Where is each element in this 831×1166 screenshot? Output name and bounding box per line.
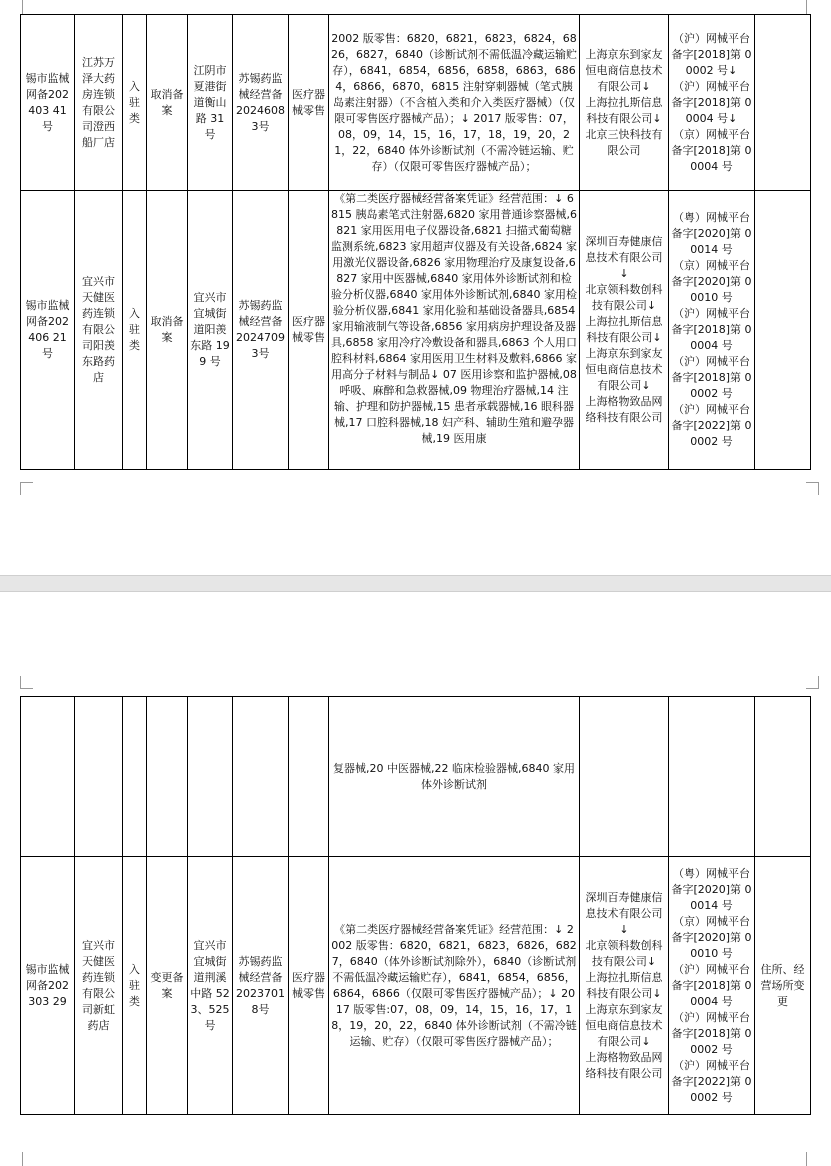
crop-mark: [10, 0, 23, 14]
platform-cert: （沪）网械平台备字[2018]第 00004 号↓: [671, 79, 752, 125]
company-address: 宜兴市宜城街道荆溪中路 523、525 号: [188, 857, 233, 1115]
record-type: 入驻类: [123, 191, 147, 470]
platform-cert: （沪）网械平台备字[2018]第 00002 号: [671, 355, 752, 400]
business-scope: [329, 191, 580, 470]
platform-name: 上海京东到家友恒电商信息技术有限公司↓: [585, 47, 663, 93]
empty-cell: [755, 697, 811, 857]
empty-cell: [289, 697, 329, 857]
platform-cert-list: [669, 857, 755, 1115]
records-table-page-2: [20, 696, 811, 1115]
business-category: 医疗器械零售: [289, 191, 329, 470]
empty-cell: [21, 697, 75, 857]
license-number: 苏锡药监械经营备 2024608 3号: [233, 15, 289, 191]
document-page-1: [0, 0, 831, 575]
platform-cert-list: [669, 191, 755, 470]
platform-cert: （沪）网械平台备字[2018]第 00002 号↓: [671, 31, 752, 77]
platform-name: 上海拉扎斯信息科技有限公司↓: [585, 95, 663, 125]
company-address: 江阴市夏港街道衡山路 31 号: [188, 15, 233, 191]
platform-cert: （沪）网械平台备字[2022]第 00002 号: [671, 403, 752, 448]
platform-cert: （沪）网械平台备字[2022]第 00002 号: [671, 1058, 752, 1104]
company-name: 宜兴市天健医药连锁有限公司新虹药店: [75, 857, 123, 1115]
platform-cert: （京）网械平台备字[2020]第 00010 号: [671, 259, 752, 304]
empty-cell: [75, 697, 123, 857]
record-number: 锡市监械网备202403 41号: [21, 15, 75, 191]
empty-cell: [233, 697, 289, 857]
platform-name: 上海拉扎斯信息科技有限公司↓: [585, 970, 663, 1000]
platform-name: 深圳百寿健康信息技术有限公司↓: [585, 890, 663, 936]
record-action: 变更备案: [147, 857, 188, 1115]
record-action: 取消备案: [147, 191, 188, 470]
record-number: 锡市监械网备202406 21号: [21, 191, 75, 470]
platform-cert: （沪）网械平台备字[2018]第 00004 号: [671, 962, 752, 1008]
license-number: 苏锡药监械经营备 2024709 3号: [233, 191, 289, 470]
table-row: [21, 857, 811, 1115]
records-table-page-1: [20, 14, 811, 470]
table-row: [21, 15, 811, 191]
platform-cert: （京）网械平台备字[2018]第 00004 号: [671, 127, 752, 173]
platform-cert: （沪）网械平台备字[2018]第 00004 号: [671, 307, 752, 352]
company-name: 江苏万泽大药房连锁有限公司澄西船厂店: [75, 15, 123, 191]
license-number: 苏锡药监械经营备 2023701 8号: [233, 857, 289, 1115]
platform-cert: （沪）网械平台备字[2018]第 00002 号: [671, 1010, 752, 1056]
record-action: 取消备案: [147, 15, 188, 191]
empty-cell: [147, 697, 188, 857]
remark: [755, 15, 811, 191]
platform-cert-list: [669, 15, 755, 191]
platform-list: [580, 191, 669, 470]
remark: [755, 191, 811, 470]
document-page-2: [0, 592, 831, 1166]
business-scope: 2002 版零售：6820，6821，6823，6824，6826，6827，6840（诊断试剂不需低温冷藏运输贮存），6841，6854，6856，6858，6863，6864，6866，6870，6815 注射穿刺器械（笔式胰岛素注射器）（不含植入类和介入类医疗器械）（仅限可零售医疗器械产品）；↓ 2017 版零售：07，08，09，14，15，16，17，18，19，20，21，22，6840 体外诊断试剂（不需冷链运输、贮存）（仅限可零售医疗器械产品）；: [329, 15, 580, 191]
business-scope-text: 《第二类医疗器械经营备案凭证》经营范围：↓ 6815 胰岛素笔式注射器,6820 家用普通诊察器械,6821 家用医用电子仪器设备,6821 扫描式葡萄糖监测系统,6823 家用超声仪器及有关设备,6824 家用激光仪器设备,6826 家用物理治疗及康复设备,6827 家用中医器械,6840 家用体外诊断试剂和检验分析仪器,6840 家用体外诊断试剂,6840 家用检验分析仪器,6841 家用化验和基础设备器具,6854 家用输液制气等设备,6856 家用病房护理设备及器具,6858 家用冷疗冷敷设备和器具,6863 个人用口腔科材料,6864 家用医用卫生材料及敷料,6866 家用高分子材料与制品↓ 07 医用诊察和监护器械,08 呼吸、麻醉和急救器械,09 物理治疗器械,14 注输、护理和防护器械,15 患者承载器械,16 眼科器械,17 口腔科器械,18 妇产科、辅助生殖和避孕器械,19 医用康: [331, 192, 577, 445]
platform-cert: （粤）网械平台备字[2020]第 00014 号: [671, 866, 752, 912]
empty-cell: [669, 697, 755, 857]
platform-cert: （粤）网械平台备字[2020]第 00014 号: [671, 211, 752, 256]
record-number: 锡市监械网备202303 29: [21, 857, 75, 1115]
empty-cell: [580, 697, 669, 857]
record-type: 入驻类: [123, 15, 147, 191]
platform-name: 上海格物致品网络科技有限公司: [585, 1050, 663, 1080]
table-row: [21, 191, 811, 470]
company-name: 宜兴市天健医药连锁有限公司阳羡东路药店: [75, 191, 123, 470]
platform-name: 北京三快科技有限公司: [585, 127, 663, 157]
crop-mark: [20, 482, 33, 495]
empty-cell: [123, 697, 147, 857]
crop-mark: [806, 0, 819, 14]
crop-mark: [806, 482, 819, 495]
crop-mark: [806, 676, 819, 689]
empty-cell: [188, 697, 233, 857]
company-address: 宜兴市宜城街道阳羡东路 199 号: [188, 191, 233, 470]
business-scope: 《第二类医疗器械经营备案凭证》经营范围：↓ 2002 版零售：6820，6821，6823，6826，6827，6840（体外诊断试剂除外），6840（诊断试剂不需低温冷藏运输贮存），6841，6854，6856，6864，6866（仅限可零售医疗器械产品）；↓ 2017 版零售:07，08，09，14，15，16，17，18，19，20，22，6840 体外诊断试剂（不需冷链运输、贮存）（仅限可零售医疗器械产品）；: [329, 857, 580, 1115]
platform-name: 深圳百寿健康信息技术有限公司↓: [585, 235, 663, 280]
platform-name: 上海京东到家友恒电商信息技术有限公司↓: [585, 347, 663, 392]
platform-list: [580, 15, 669, 191]
platform-name: 上海格物致品网络科技有限公司: [585, 395, 663, 424]
platform-name: 北京领科数创科技有限公司↓: [585, 938, 663, 968]
platform-cert: （京）网械平台备字[2020]第 00010 号: [671, 914, 752, 960]
platform-name: 上海京东到家友恒电商信息技术有限公司↓: [585, 1002, 663, 1048]
table-row: [21, 697, 811, 857]
remark: 住所、经营场所变更: [755, 857, 811, 1115]
record-type: 入驻类: [123, 857, 147, 1115]
platform-name: 北京领科数创科技有限公司↓: [585, 283, 663, 312]
crop-mark: [10, 1152, 23, 1166]
business-category: 医疗器械零售: [289, 857, 329, 1115]
page-separator: [0, 575, 831, 592]
crop-mark: [20, 676, 33, 689]
platform-list: [580, 857, 669, 1115]
business-category: 医疗器械零售: [289, 15, 329, 191]
business-scope-continued: 复器械,20 中医器械,22 临床检验器械,6840 家用体外诊断试剂: [329, 697, 580, 857]
platform-name: 上海拉扎斯信息科技有限公司↓: [585, 315, 663, 344]
crop-mark: [806, 1152, 819, 1166]
